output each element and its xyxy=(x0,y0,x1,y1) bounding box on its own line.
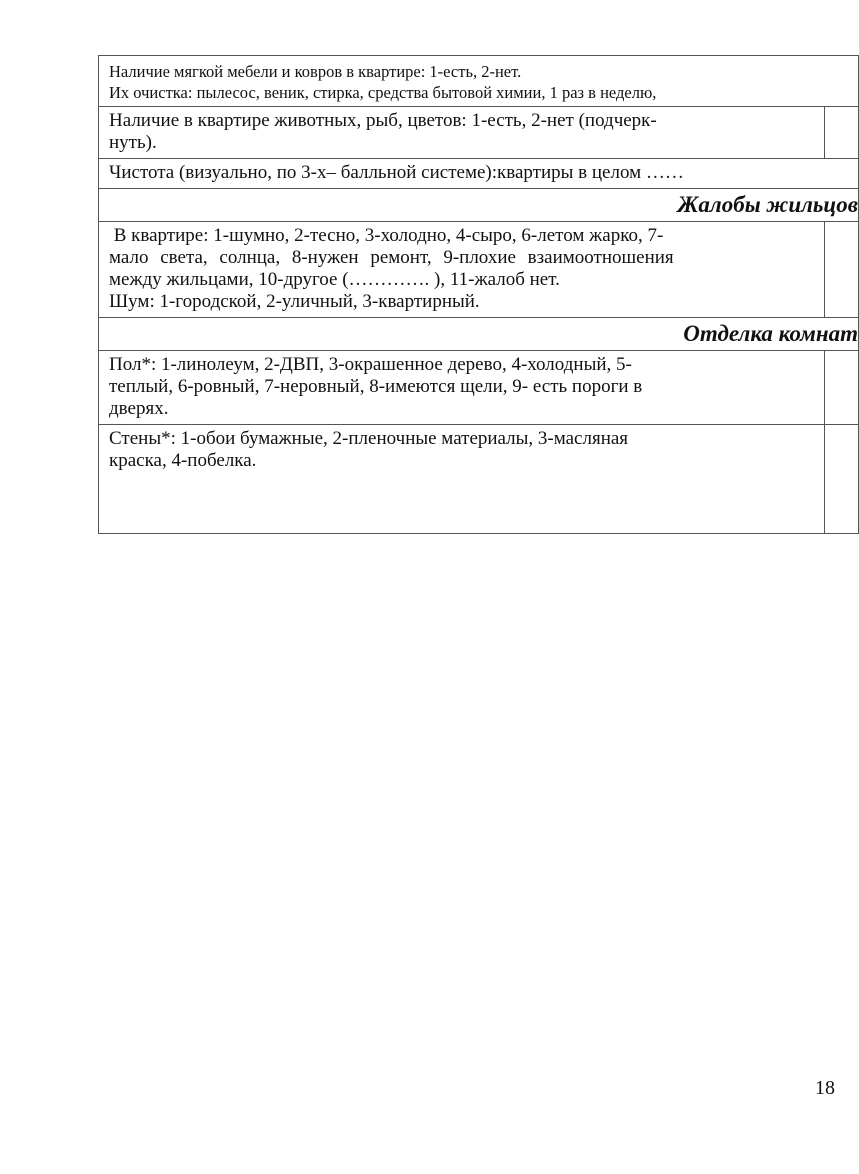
section-title-finish: Отделка комнат xyxy=(683,321,858,346)
row-walls xyxy=(99,425,859,534)
section-finish-cell xyxy=(99,318,859,351)
row-complaints xyxy=(99,222,859,318)
walls-line-2: краска, 4-побелка. xyxy=(109,450,257,471)
floor-line-1: Пол*: 1-линолеум, 2-ДВП, 3-окрашенное дерево, 4-холодный, 5- xyxy=(109,354,632,375)
complaints-answer-cell xyxy=(825,222,859,318)
animals-cell xyxy=(99,107,825,159)
page-number: 18 xyxy=(815,1077,835,1099)
row-furniture xyxy=(99,56,859,107)
complaints-line-3: между жильцами, 10-другое (…………. ), 11-жалоб нет. xyxy=(109,269,560,290)
complaints-line-2: мало света, солнца, 8-нужен ремонт, 9-плохие взаимоотношения xyxy=(109,247,674,268)
floor-line-3: дверях. xyxy=(109,398,169,419)
animals-line-1: Наличие в квартире животных, рыб, цветов: 1-есть, 2-нет (подчерк- xyxy=(109,110,657,131)
furniture-cleaning-line: Их очистка: пылесос, веник, стирка, средства бытовой химии, 1 раз в неделю, xyxy=(109,83,657,102)
walls-cell xyxy=(99,425,825,534)
row-floor xyxy=(99,351,859,425)
row-cleanliness xyxy=(99,159,859,189)
furniture-cell xyxy=(99,56,859,107)
complaints-cell xyxy=(99,222,825,318)
noise-line: Шум: 1-городской, 2-уличный, 3-квартирный. xyxy=(109,291,480,312)
survey-table xyxy=(98,55,859,534)
complaints-line-1: В квартире: 1-шумно, 2-тесно, 3-холодно, 4-сыро, 6-летом жарко, 7- xyxy=(109,225,664,246)
section-title-complaints: Жалобы жильцов xyxy=(677,192,858,217)
walls-answer-cell xyxy=(825,425,859,534)
row-section-complaints xyxy=(99,189,859,222)
row-section-finish xyxy=(99,318,859,351)
cleanliness-cell xyxy=(99,159,859,189)
walls-line-1: Стены*: 1-обои бумажные, 2-пленочные материалы, 3-масляная xyxy=(109,428,629,449)
cleanliness-line: Чистота (визуально, по 3-х– балльной системе):квартиры в целом …… xyxy=(109,162,684,183)
row-animals xyxy=(99,107,859,159)
section-complaints-cell xyxy=(99,189,859,222)
animals-answer-cell xyxy=(825,107,859,159)
floor-cell xyxy=(99,351,825,425)
floor-line-2: теплый, 6-ровный, 7-неровный, 8-имеются щели, 9- есть пороги в xyxy=(109,376,643,397)
floor-answer-cell xyxy=(825,351,859,425)
furniture-line-1: Наличие мягкой мебели и ковров в квартире: 1-есть, 2-нет. xyxy=(109,62,522,81)
animals-line-2: нуть). xyxy=(109,132,157,153)
